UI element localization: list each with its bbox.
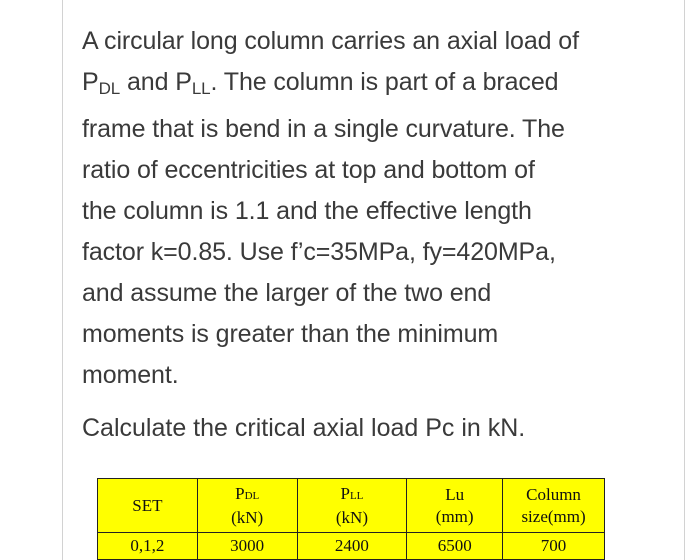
problem-line-5: the column is 1.1 and the effective length [82,197,532,225]
table-header-row [98,479,605,533]
problem-line-3: frame that is bend in a single curvature. The [82,115,565,143]
problem-line-2-mid: and P [120,68,192,96]
cell-pdl: 3000 [197,533,297,560]
pdl-symbol: P [82,68,99,96]
header-pdl-unit: (kN) [231,507,264,527]
problem-line-6: factor k=0.85. Use f’c=35MPa, fy=420MPa, [82,238,556,266]
pll-subscript: LL [191,79,211,98]
header-set: SET [98,479,198,533]
header-pll-symbol: P [340,483,350,503]
header-pll-subscript: LL [349,489,364,502]
header-pll-unit: (kN) [335,507,368,527]
header-column-line-2: size(mm) [521,506,586,526]
cell-set: 0,1,2 [98,533,198,560]
problem-line-9: moment. [82,361,179,389]
header-column-line-1: Column [526,484,581,504]
header-pdl-symbol: P [235,483,245,503]
problem-line-2 [82,62,642,109]
cell-column-size: 700 [503,533,605,560]
problem-line-2-rest: . The column is part of a braced [210,68,559,96]
pdl-subscript: DL [98,79,121,98]
cell-lu: 6500 [407,533,503,560]
header-column-size [503,479,605,533]
header-pdl [197,479,297,533]
problem-statement [82,21,642,396]
header-lu [407,479,503,533]
header-lu-label: Lu [445,484,465,504]
header-pll [297,479,407,533]
problem-line-4: ratio of eccentricities at top and bottom of [82,156,535,184]
problem-line-8: moments is greater than the minimum [82,320,499,348]
table-row [98,533,605,560]
header-lu-unit: (mm) [435,506,474,526]
header-pdl-subscript: DL [244,489,260,502]
cell-pll: 2400 [297,533,407,560]
data-table [97,478,605,560]
problem-line-1: A circular long column carries an axial load of [82,27,579,55]
question-text: Calculate the critical axial load Pc in kN. [82,414,526,442]
problem-line-7: and assume the larger of the two end [82,279,492,307]
